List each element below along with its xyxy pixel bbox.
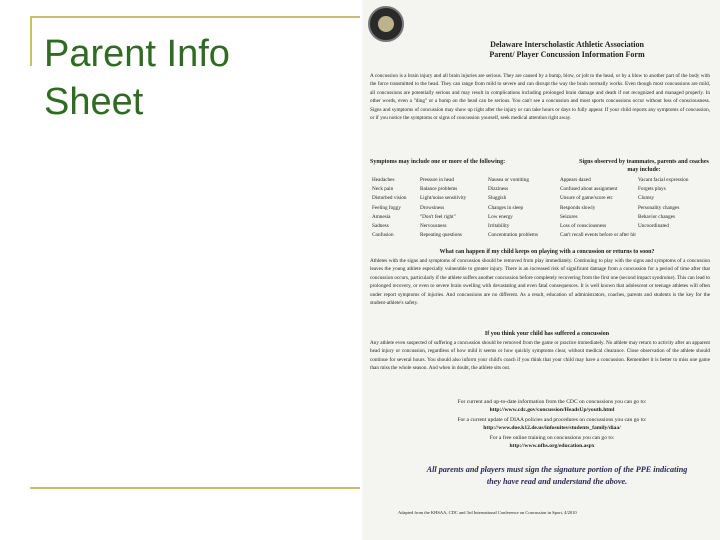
nfhs-line: For a free online training on concussions you can go to: [489, 435, 615, 441]
diaa-resource [402, 416, 702, 432]
list-item: Confused about assignment [560, 186, 618, 193]
suspect-heading: If you think your child has suffered a concussion [484, 331, 610, 337]
nfhs-resource [402, 434, 702, 450]
list-item: Pressure in head [420, 177, 454, 183]
list-item: Light/noise sensitivity [420, 195, 467, 202]
list-item: Sluggish [488, 195, 507, 202]
list-item: Concentration problems [488, 232, 538, 239]
list-item: Clumsy [638, 195, 655, 202]
form-header [422, 40, 712, 60]
list-item: Nausea or vomiting [488, 177, 529, 183]
signs-heading-line1: Signs observed by teammates, parents and coaches [579, 159, 709, 165]
diaa-line: For a current update of DIAA policies and procedures on concussions you can go to: [457, 417, 647, 423]
diaa-seal-icon [368, 6, 404, 42]
symptoms-column-1 [372, 176, 406, 240]
nfhs-url: http://www.nfhs.org/education.aspx [509, 443, 595, 449]
signs-column-1 [560, 176, 636, 240]
org-name: Delaware Interscholastic Athletic Association [490, 40, 644, 49]
list-item: "Don't feel right" [420, 213, 456, 220]
suspect-paragraph: Any athlete even suspected of suffering a concussion should be removed from the game or practice immediately. No athlete may return to activity after an apparent head injury or concussion, regardless of how mild it seems or how quickly symptoms clear, without medical clearance. Close observation of the athlete should continue for several hours. You should also inform your child's coach if you think that your child may have a concussion. Remember it is better to miss one game than miss the whole season. And when in doubt, the athlete sits out. [370, 340, 710, 372]
list-item: Changes in sleep [488, 204, 524, 211]
list-item: Unsure of game/score etc [560, 195, 613, 202]
cdc-url: http://www.cdc.gov/concussion/HeadsUp/youth.html [489, 407, 615, 413]
continue-playing-paragraph: Athletes with the signs and symptoms of concussion should be removed from play immediately. Continuing to play with the signs and symptoms of a concussion leaves the young athlete especially vulnerable to greater injury. There is an increased risk of significant damage from a concussion for a period of time after that concussion occurs, particularly if the athlete suffers another concussion before completely recovering from the first one (second impact syndrome). This can lead to prolonged recovery, or even to severe brain swelling with devastating and even fatal consequences. It is well known that adolescent or teenage athletes will often under report symptoms of injuries. And concussions are no different. As a result, education of administrators, coaches, parents and students is the key for the student-athlete's safety. [370, 258, 710, 307]
list-item: Personality changes [638, 204, 680, 211]
list-item: Loss of consciousness [560, 223, 607, 230]
cdc-line: For current and up-to-date information from the CDC on concussions you can go to: [457, 399, 647, 405]
list-item: Nervousness [420, 223, 447, 230]
list-item: Neck pain [372, 186, 394, 193]
list-item: Can't recall events before or after hit [560, 232, 636, 239]
list-item: Forgets plays [638, 186, 666, 193]
footer-rule [30, 487, 360, 489]
continue-playing-heading: What can happen if my child keeps on playing with a concussion or returns to soon? [439, 249, 655, 255]
symptoms-heading: Symptoms may include one or more of the following: [370, 159, 506, 165]
title-rule-left [30, 16, 32, 66]
list-item: Feeling foggy [372, 204, 401, 211]
signs-column-2 [638, 176, 688, 231]
signature-notice-line2: they have read and understand the above. [486, 477, 628, 486]
list-item: Amnesia [372, 213, 391, 220]
diaa-url: http://www.doe.k12.de.us/infosuites/students_family/diaa/ [483, 425, 621, 431]
form-title: Parent/ Player Concussion Information Form [489, 50, 645, 59]
signs-heading-line2: may include: [627, 167, 661, 173]
list-item: Seizures [560, 213, 578, 220]
list-item: Uncoordinated [638, 223, 669, 230]
list-item: Dizziness [488, 186, 509, 193]
list-item: Disturbed vision [372, 195, 407, 202]
list-item: Balance problems [420, 186, 458, 193]
intro-paragraph: A concussion is a brain injury and all brain injuries are serious. They are caused by a bump, blow, or jolt to the head, or by a blow to another part of the body with the force transmitted to the head. They can range from mild to severe and can disrupt the way the brain normally works. Even though most concussions are mild, all concussions are potentially serious and may result in complications including prolonged brain damage and death if not recognized and managed properly. In other words, even a "ding" or a bump on the head can be serious. You can't see a concussion and most sports concussions occur without loss of consciousness. Signs and symptoms of concussion may show up right after the injury or can take hours or days to fully appear. If your child reports any symptoms of concussion, or if you notice the symptoms or signs of concussion yourself, seek medical attention right away. [370, 73, 710, 122]
title-rule-top [30, 16, 360, 18]
list-item: Irritability [488, 223, 510, 230]
list-item: Confusion [372, 232, 394, 239]
symptoms-column-2 [420, 176, 466, 240]
list-item: Headaches [372, 177, 395, 183]
concussion-form-image [362, 0, 720, 540]
list-item: Drowsiness [420, 204, 445, 211]
list-item: Appears dazed [560, 177, 591, 183]
signs-heading [570, 158, 718, 174]
slide-title-line1: Parent Info [44, 33, 230, 75]
symptoms-column-3 [488, 176, 538, 240]
list-item: Vacant facial expression [638, 177, 689, 183]
list-item: Repeating questions [420, 232, 462, 239]
signature-notice [412, 464, 702, 488]
signature-notice-line1: All parents and players must sign the signature portion of the PPE indicating [426, 465, 688, 474]
source-footer: Adapted from the KHSAA, CDC and 3rd International Conference on Concussion in Sport, 4/2010 [398, 510, 577, 515]
cdc-resource [402, 398, 702, 414]
slide-title-line2: Sheet [44, 81, 144, 123]
list-item: Behavior changes [638, 213, 676, 220]
list-item: Low energy [488, 213, 513, 220]
slide-title [44, 30, 344, 126]
list-item: Sadness [372, 223, 389, 230]
list-item: Responds slowly [560, 204, 596, 211]
